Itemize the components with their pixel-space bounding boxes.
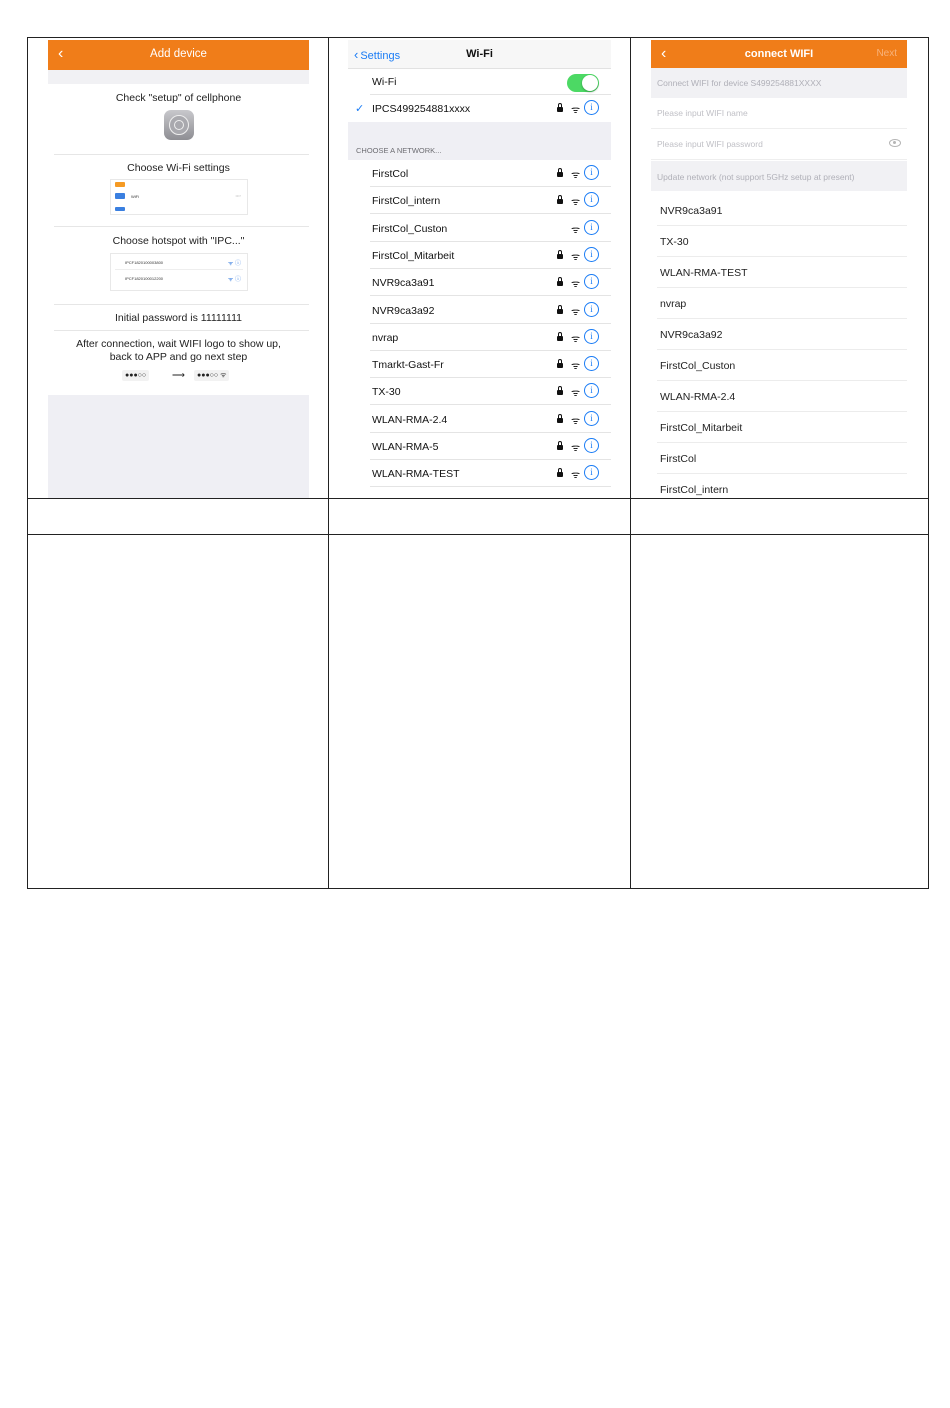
network-status-icons xyxy=(549,247,599,263)
add-device-screenshot xyxy=(48,40,309,498)
arrow-right-icon: ⟶ xyxy=(172,370,185,380)
info-icon[interactable]: i xyxy=(584,302,599,317)
ios-wifi-screenshot xyxy=(348,40,611,498)
network-name: WLAN-RMA-5 xyxy=(372,441,439,453)
signal-after: ●●●○○ ᯤ xyxy=(194,370,229,381)
network-row[interactable] xyxy=(348,269,611,296)
network-row[interactable] xyxy=(348,215,611,242)
info-icon[interactable]: i xyxy=(584,465,599,480)
network-row[interactable] xyxy=(348,160,611,187)
network-name: WLAN-RMA-2.4 xyxy=(372,413,448,426)
section-header: CHOOSE A NETWORK... xyxy=(356,146,442,155)
next-button[interactable]: Next xyxy=(876,48,897,59)
wifi-signal-icon: ᯤ xyxy=(571,251,581,263)
network-name: FirstCol_Mitarbeit xyxy=(660,422,743,434)
scanned-network-row[interactable] xyxy=(651,350,907,381)
lock-icon xyxy=(557,254,563,259)
checkmark-icon: ✓ xyxy=(355,103,365,115)
network-name: FirstCol_Mitarbeit xyxy=(372,249,455,262)
table-column-divider xyxy=(328,38,329,888)
lock-icon xyxy=(557,363,563,368)
scanned-network-row[interactable] xyxy=(651,319,907,350)
wifi-info-icon: ᯤ ⓘ xyxy=(227,277,241,283)
empty-area xyxy=(48,395,309,498)
info-icon[interactable]: i xyxy=(584,192,599,207)
wifi-signal-icon: ᯤ xyxy=(571,224,581,236)
wifi-signal-icon: ᯤ xyxy=(571,388,581,400)
header-spacer xyxy=(48,70,309,84)
lock-icon xyxy=(557,336,563,341)
mini-hotspot-row xyxy=(115,257,243,270)
network-row[interactable] xyxy=(348,433,611,460)
network-name: WLAN-RMA-2.4 xyxy=(660,391,736,403)
wifi-password-input[interactable] xyxy=(651,129,907,160)
eye-icon[interactable] xyxy=(889,139,901,147)
network-name: NVR9ca3a92 xyxy=(660,329,723,341)
lock-icon xyxy=(557,199,563,204)
network-name: FirstCol_intern xyxy=(372,195,441,208)
connect-wifi-header xyxy=(651,40,907,68)
network-name: NVR9ca3a91 xyxy=(372,277,435,290)
mini-settings-card xyxy=(110,179,248,215)
step-divider xyxy=(54,226,309,227)
info-icon[interactable]: i xyxy=(584,274,599,289)
settings-gear-icon xyxy=(164,110,194,140)
network-status-icons xyxy=(549,411,599,427)
scanned-network-row[interactable] xyxy=(651,474,907,498)
wifi-name-placeholder: Please input WIFI name xyxy=(657,108,748,118)
network-status-icons xyxy=(549,165,599,181)
back-label: Settings xyxy=(360,50,401,62)
wifi-signal-icon: ᯤ xyxy=(571,279,581,291)
wifi-toggle-switch[interactable] xyxy=(567,74,599,92)
device-caption-bar xyxy=(651,68,907,98)
table-row-divider xyxy=(28,498,928,499)
step-divider xyxy=(54,304,309,305)
network-row[interactable] xyxy=(348,378,611,405)
wifi-signal-icon: ᯤ xyxy=(571,197,581,209)
chevron-left-icon: ‹ xyxy=(354,47,359,62)
info-icon[interactable]: i xyxy=(584,329,599,344)
connected-network-name: IPCS499254881xxxx xyxy=(372,103,471,115)
scanned-network-row[interactable] xyxy=(651,381,907,412)
network-row[interactable] xyxy=(348,187,611,214)
wifi-name-input[interactable] xyxy=(651,98,907,129)
lock-icon xyxy=(557,107,563,112)
step-choose-wifi: Choose Wi-Fi settings xyxy=(127,162,230,174)
scanned-network-row[interactable] xyxy=(651,412,907,443)
step-check-setup: Check "setup" of cellphone xyxy=(115,92,242,104)
network-status-icons xyxy=(549,100,599,116)
add-device-title: Add device xyxy=(150,48,207,60)
network-row[interactable] xyxy=(348,297,611,324)
network-name: Tmarkt-Gast-Fr xyxy=(372,359,444,372)
info-icon[interactable]: i xyxy=(584,247,599,262)
wifi-title: Wi-Fi xyxy=(466,48,493,60)
scanned-network-row[interactable] xyxy=(651,288,907,319)
scanned-network-row[interactable] xyxy=(651,443,907,474)
wifi-toggle-label: Wi-Fi xyxy=(372,76,397,88)
wifi-info-icon: ᯤ ⓘ xyxy=(227,261,241,267)
info-icon[interactable]: i xyxy=(584,356,599,371)
wifi-toggle-row xyxy=(348,68,611,95)
network-status-icons xyxy=(549,302,599,318)
network-name: nvrap xyxy=(372,331,399,344)
network-name: FirstCol xyxy=(372,168,409,180)
wifi-settings-icon xyxy=(115,193,125,199)
network-status-icons xyxy=(549,192,599,208)
network-row[interactable] xyxy=(348,460,611,487)
wifi-password-placeholder: Please input WIFI password xyxy=(657,139,763,149)
ios-nav-bar xyxy=(348,40,611,69)
mini-app-icon xyxy=(115,182,125,187)
wifi-signal-icon: ᯤ xyxy=(571,361,581,373)
info-icon[interactable]: i xyxy=(584,438,599,453)
chevron-right-icon: •••› xyxy=(235,193,241,198)
network-row[interactable] xyxy=(348,351,611,378)
network-status-icons xyxy=(549,438,599,454)
step-after-connection: After connection, wait WIFI logo to show up, back to APP and go next step xyxy=(76,338,281,363)
network-name: nvrap xyxy=(660,298,687,310)
network-name: FirstCol_Custon xyxy=(660,360,736,372)
info-icon[interactable]: i xyxy=(584,411,599,426)
info-icon[interactable]: i xyxy=(584,220,599,235)
lock-icon xyxy=(557,172,563,177)
scanned-network-row[interactable] xyxy=(651,226,907,257)
mini-hotspot-list xyxy=(110,253,248,291)
wifi-signal-icon: ᯤ xyxy=(571,415,581,427)
row-divider xyxy=(370,486,611,487)
chevron-left-icon[interactable]: ‹ xyxy=(661,45,667,62)
info-icon[interactable]: i xyxy=(584,100,599,115)
step-choose-hotspot: Choose hotspot with "IPC..." xyxy=(112,235,245,247)
network-name: FirstCol_Custon xyxy=(372,222,448,235)
document-table xyxy=(27,37,929,889)
mini-wifi-row xyxy=(115,191,243,203)
mini-hotspot-row xyxy=(115,273,243,285)
mini-hotspot-name: IPCF1820100003800 xyxy=(125,260,164,265)
network-name: NVR9ca3a91 xyxy=(660,205,723,217)
step-divider xyxy=(54,154,309,155)
info-icon[interactable]: i xyxy=(584,165,599,180)
network-name: WLAN-RMA-TEST xyxy=(660,267,748,279)
signal-arrow-row xyxy=(122,370,242,384)
network-status-icons xyxy=(549,274,599,290)
network-name: FirstCol_intern xyxy=(660,484,729,496)
mini-app-icon xyxy=(115,207,125,211)
table-row-divider xyxy=(28,534,928,535)
network-status-icons xyxy=(549,220,599,236)
wifi-signal-icon: ᯤ xyxy=(571,470,581,482)
network-name: FirstCol xyxy=(660,453,697,465)
wifi-signal-icon: ᯤ xyxy=(571,443,581,454)
network-name: NVR9ca3a92 xyxy=(372,304,435,317)
network-row[interactable] xyxy=(348,406,611,433)
network-status-icons xyxy=(549,356,599,372)
scanned-network-row[interactable] xyxy=(651,195,907,226)
info-icon[interactable]: i xyxy=(584,383,599,398)
lock-icon xyxy=(557,390,563,395)
network-name: WLAN-RMA-TEST xyxy=(372,468,460,481)
network-name: TX-30 xyxy=(372,386,401,399)
device-caption: Connect WIFI for device S499254881XXXX xyxy=(657,78,822,88)
network-name: TX-30 xyxy=(660,236,689,248)
mini-wifi-label: WiFi xyxy=(131,194,139,199)
update-network-bar[interactable] xyxy=(651,161,907,191)
mini-hotspot-name: IPCF1820100012200 xyxy=(125,276,164,281)
network-row[interactable] xyxy=(348,242,611,269)
step-divider xyxy=(54,330,309,331)
add-device-header xyxy=(48,40,309,70)
network-status-icons xyxy=(549,465,599,481)
network-status-icons xyxy=(549,383,599,399)
network-status-icons xyxy=(549,329,599,345)
connect-wifi-screenshot xyxy=(651,40,907,498)
connect-wifi-title: connect WIFI xyxy=(744,48,814,60)
scanned-network-row[interactable] xyxy=(651,257,907,288)
step-initial-password: Initial password is 11111111 xyxy=(114,312,243,324)
chevron-left-icon[interactable]: ‹ xyxy=(58,45,64,62)
signal-before: ●●●○○ xyxy=(122,370,149,381)
lock-icon xyxy=(557,281,563,286)
choose-network-section xyxy=(348,122,611,160)
lock-icon xyxy=(557,445,563,450)
connected-network-row[interactable] xyxy=(348,95,611,122)
wifi-signal-icon: ᯤ xyxy=(571,306,581,318)
update-caption: Update network (not support 5GHz setup at present) xyxy=(657,172,855,182)
wifi-signal-icon: ᯤ xyxy=(571,333,581,345)
lock-icon xyxy=(557,309,563,314)
network-row[interactable] xyxy=(348,324,611,351)
lock-icon xyxy=(557,418,563,423)
wifi-signal-icon: ᯤ xyxy=(571,170,581,181)
table-column-divider xyxy=(630,38,631,888)
lock-icon xyxy=(557,472,563,477)
wifi-signal-icon: ᯤ xyxy=(571,105,581,116)
